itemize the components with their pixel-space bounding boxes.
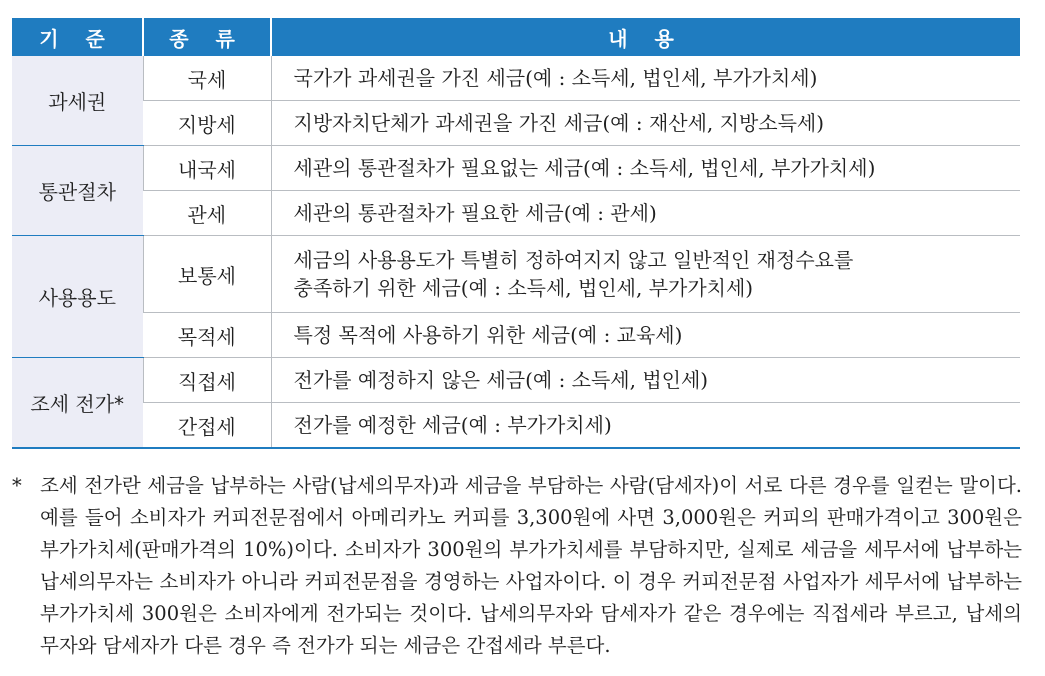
category-cell: 과세권: [12, 56, 143, 146]
header-type: 종 류: [143, 18, 271, 56]
header-content: 내 용: [271, 18, 1020, 56]
type-cell: 국세: [143, 56, 271, 101]
content-cell: 세관의 통관절차가 필요한 세금(예 : 관세): [271, 191, 1020, 236]
table-row: [12, 236, 1020, 313]
footnote-marker: *: [12, 474, 22, 497]
footnote-text: 조세 전가란 세금을 납부하는 사람(납세의무자)과 세금을 부담하는 사람(담세자)이 서로 다른 경우를 일컫는 말이다. 예를 들어 소비자가 커피전문점에서 아메리카노 커피를 3,300원에 사면 3,000원은 커피의 판매가격이고 300원은 부가가치세(판매가격의 10%)이다. 소비자가 300원의 부가가치세를 부담하지만, 실제로 세금을 세무서에 납부하는 납세의무자는 소비자가 아니라 커피전문점을 경영하는 사업자이다. 이 경우 커피전문점 사업자가 세무서에 납부하는 부가가치세 300원은 소비자에게 전가되는 것이다. 납세의무자와 담세자가 같은 경우에는 직접세라 부르고, 납세의무자와 담세자가 다른 경우 즉 전가가 되는 세금은 간접세라 부른다.: [40, 474, 1022, 657]
table-row: [12, 101, 1020, 146]
content-cell: 특정 목적에 사용하기 위한 세금(예 : 교육세): [271, 313, 1020, 358]
type-cell: 내국세: [143, 146, 271, 191]
category-cell: 사용용도: [12, 236, 143, 358]
table-row: [12, 313, 1020, 358]
content-cell: 지방자치단체가 과세권을 가진 세금(예 : 재산세, 지방소득세): [271, 101, 1020, 146]
category-cell: 통관절차: [12, 146, 143, 236]
content-line: 충족하기 위한 세금(예 : 소득세, 법인세, 부가가치세): [293, 276, 754, 300]
footnote: [12, 470, 1022, 662]
table-row: [12, 358, 1020, 403]
type-cell: 직접세: [143, 358, 271, 403]
type-cell: 관세: [143, 191, 271, 236]
type-cell: 지방세: [143, 101, 271, 146]
table-row: [12, 403, 1020, 449]
tax-classification-table-container: [12, 18, 1020, 449]
type-cell: 목적세: [143, 313, 271, 358]
content-line: 세금의 사용용도가 특별히 정하여지지 않고 일반적인 재정수요를: [293, 248, 854, 272]
content-cell: 국가가 과세권을 가진 세금(예 : 소득세, 법인세, 부가가치세): [271, 56, 1020, 101]
category-cell: 조세 전가*: [12, 358, 143, 449]
table-header-row: [12, 18, 1020, 56]
content-cell: 세관의 통관절차가 필요없는 세금(예 : 소득세, 법인세, 부가가치세): [271, 146, 1020, 191]
header-criterion: 기 준: [12, 18, 143, 56]
content-cell: 전가를 예정하지 않은 세금(예 : 소득세, 법인세): [271, 358, 1020, 403]
table-row: [12, 146, 1020, 191]
type-cell: 간접세: [143, 403, 271, 449]
table-row: [12, 56, 1020, 101]
content-cell: 전가를 예정한 세금(예 : 부가가치세): [271, 403, 1020, 449]
type-cell: 보통세: [143, 236, 271, 313]
content-cell: [271, 236, 1020, 313]
table-row: [12, 191, 1020, 236]
tax-classification-table: [12, 18, 1020, 449]
